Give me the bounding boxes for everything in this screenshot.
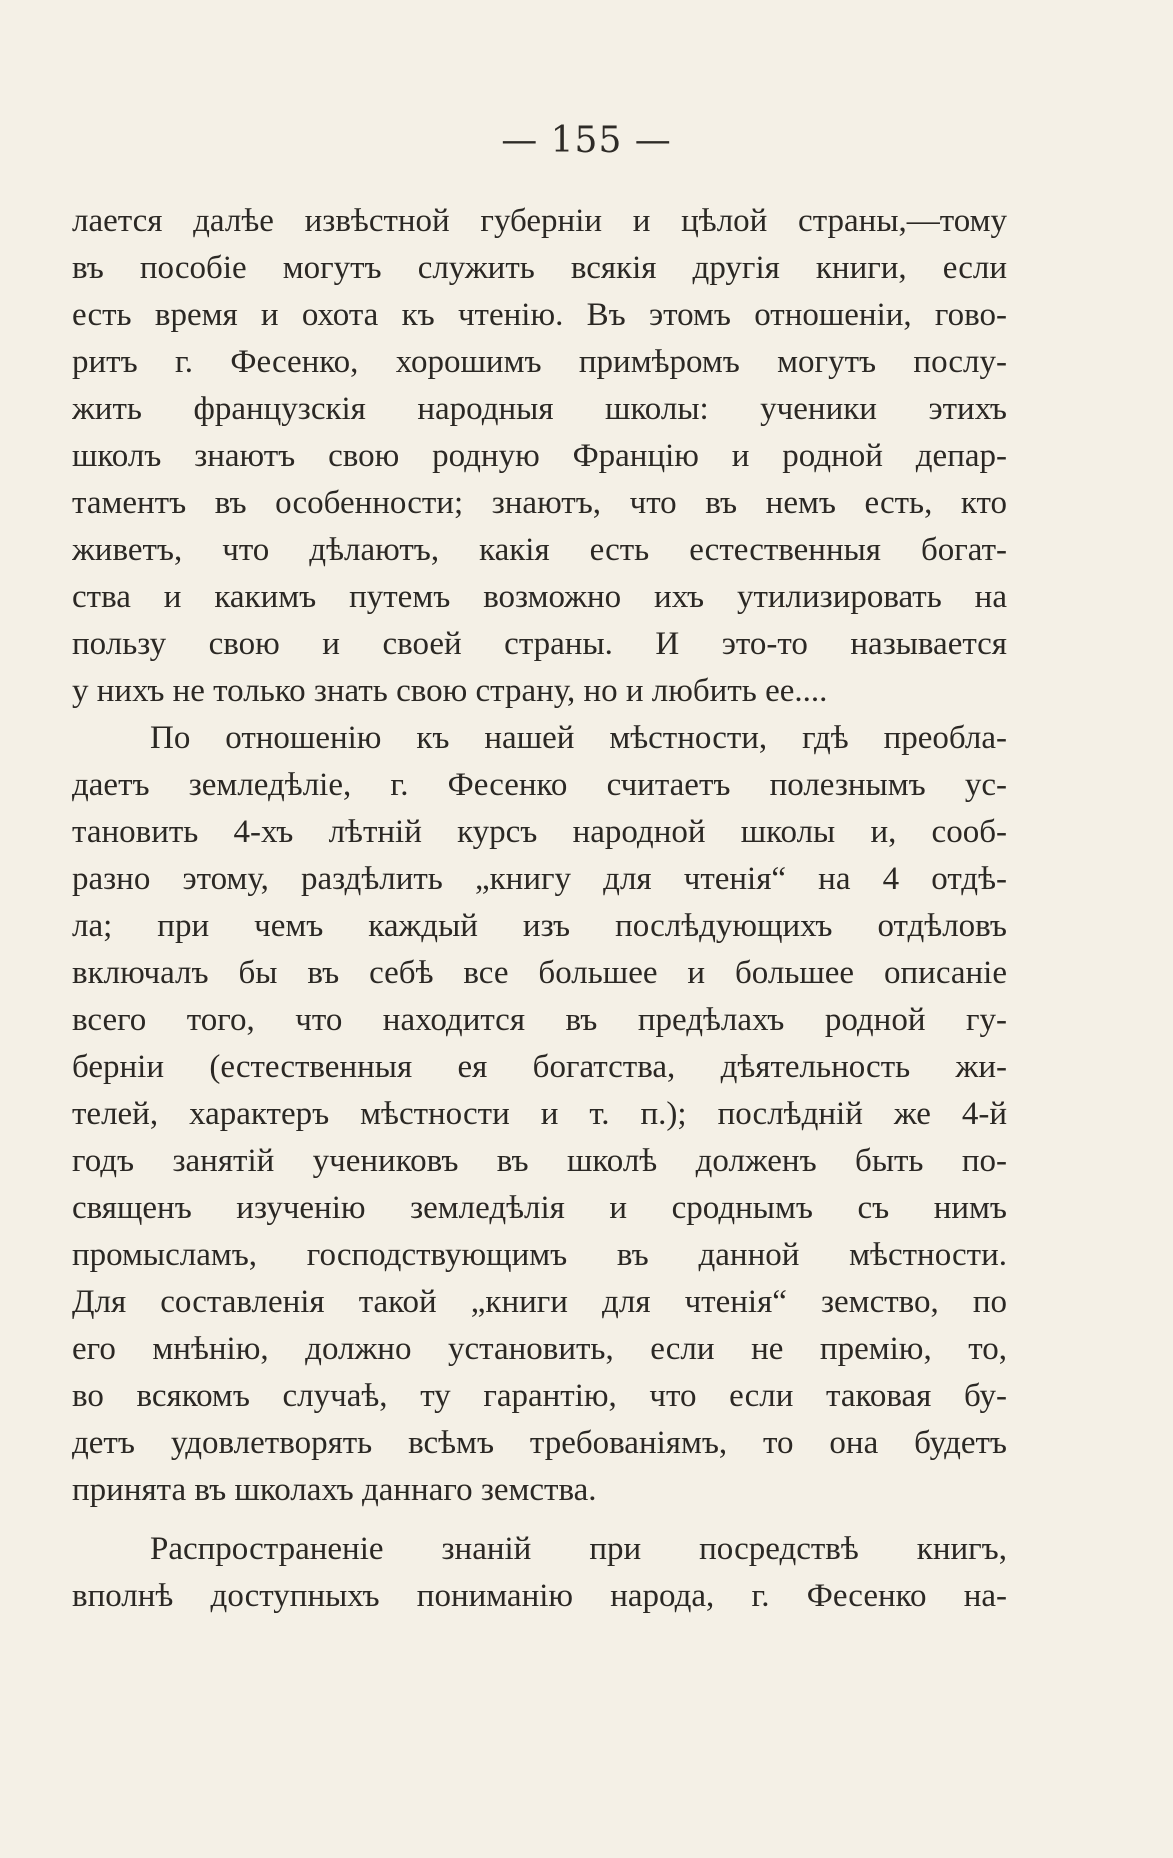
text-line: лается далѣе извѣстной губерніи и цѣлой страны,—тому <box>72 203 1007 239</box>
text-line: принята въ школахъ даннаго земства. <box>72 1472 597 1508</box>
text-line: его мнѣнію, должно установить, если не премію, то, <box>72 1331 1007 1367</box>
text-line: таментъ въ особенности; знаютъ, что въ немъ есть, кто <box>72 485 1007 521</box>
text-line: телей, характеръ мѣстности и т. п.); послѣдній же 4-й <box>72 1096 1007 1132</box>
text-line: школъ знаютъ свою родную Францію и родной депар- <box>72 438 1007 474</box>
text-line: ла; при чемъ каждый изъ послѣдующихъ отдѣловъ <box>72 908 1007 944</box>
text-line: берніи (естественныя ея богатства, дѣятельность жи- <box>72 1049 1007 1085</box>
text-line: Распространеніе знаній при посредствѣ книгъ, <box>150 1531 1007 1567</box>
text-line: пользу свою и своей страны. И это-то называется <box>72 626 1007 662</box>
text-line: всего того, что находится въ предѣлахъ родной гу- <box>72 1002 1007 1038</box>
text-line: вполнѣ доступныхъ пониманію народа, г. Фесенко на- <box>72 1578 1007 1614</box>
text-line: ритъ г. Фесенко, хорошимъ примѣромъ могутъ послу- <box>72 344 1007 380</box>
text-line: священъ изученію земледѣлія и сроднымъ съ нимъ <box>72 1190 1007 1226</box>
text-line: жить французскія народныя школы: ученики этихъ <box>72 391 1007 427</box>
text-line: у нихъ не только знать свою страну, но и любить ее.... <box>72 673 828 709</box>
body-text <box>72 198 1007 1620</box>
text-line: По отношенію къ нашей мѣстности, гдѣ преобла- <box>150 720 1007 756</box>
text-line: тановить 4-хъ лѣтній курсъ народной школы и, сооб- <box>72 814 1007 850</box>
text-line: включалъ бы въ себѣ все большее и большее описаніе <box>72 955 1007 991</box>
paragraph-1 <box>72 198 1007 715</box>
text-line: въ пособіе могутъ служить всякія другія книги, если <box>72 250 1007 286</box>
text-line: во всякомъ случаѣ, ту гарантію, что если таковая бу- <box>72 1378 1007 1414</box>
page-number: — 155 — <box>501 120 672 161</box>
text-line: есть время и охота къ чтенію. Въ этомъ отношеніи, гово- <box>72 297 1007 333</box>
text-line: детъ удовлетворять всѣмъ требованіямъ, то она будетъ <box>72 1425 1007 1461</box>
text-line: Для составленія такой „книги для чтенія“ земство, по <box>72 1284 1007 1320</box>
paragraph-2 <box>72 715 1007 1514</box>
text-line: промысламъ, господствующимъ въ данной мѣстности. <box>72 1237 1007 1273</box>
text-line: годъ занятій учениковъ въ школѣ долженъ быть по- <box>72 1143 1007 1179</box>
text-line: ства и какимъ путемъ возможно ихъ утилизировать на <box>72 579 1007 615</box>
text-line: живетъ, что дѣлаютъ, какія есть естественныя богат- <box>72 532 1007 568</box>
paragraph-spacer <box>72 1514 1007 1526</box>
paragraph-3 <box>72 1526 1007 1620</box>
text-line: даетъ земледѣліе, г. Фесенко считаетъ полезнымъ ус- <box>72 767 1007 803</box>
text-line: разно этому, раздѣлить „книгу для чтенія“ на 4 отдѣ- <box>72 861 1007 897</box>
